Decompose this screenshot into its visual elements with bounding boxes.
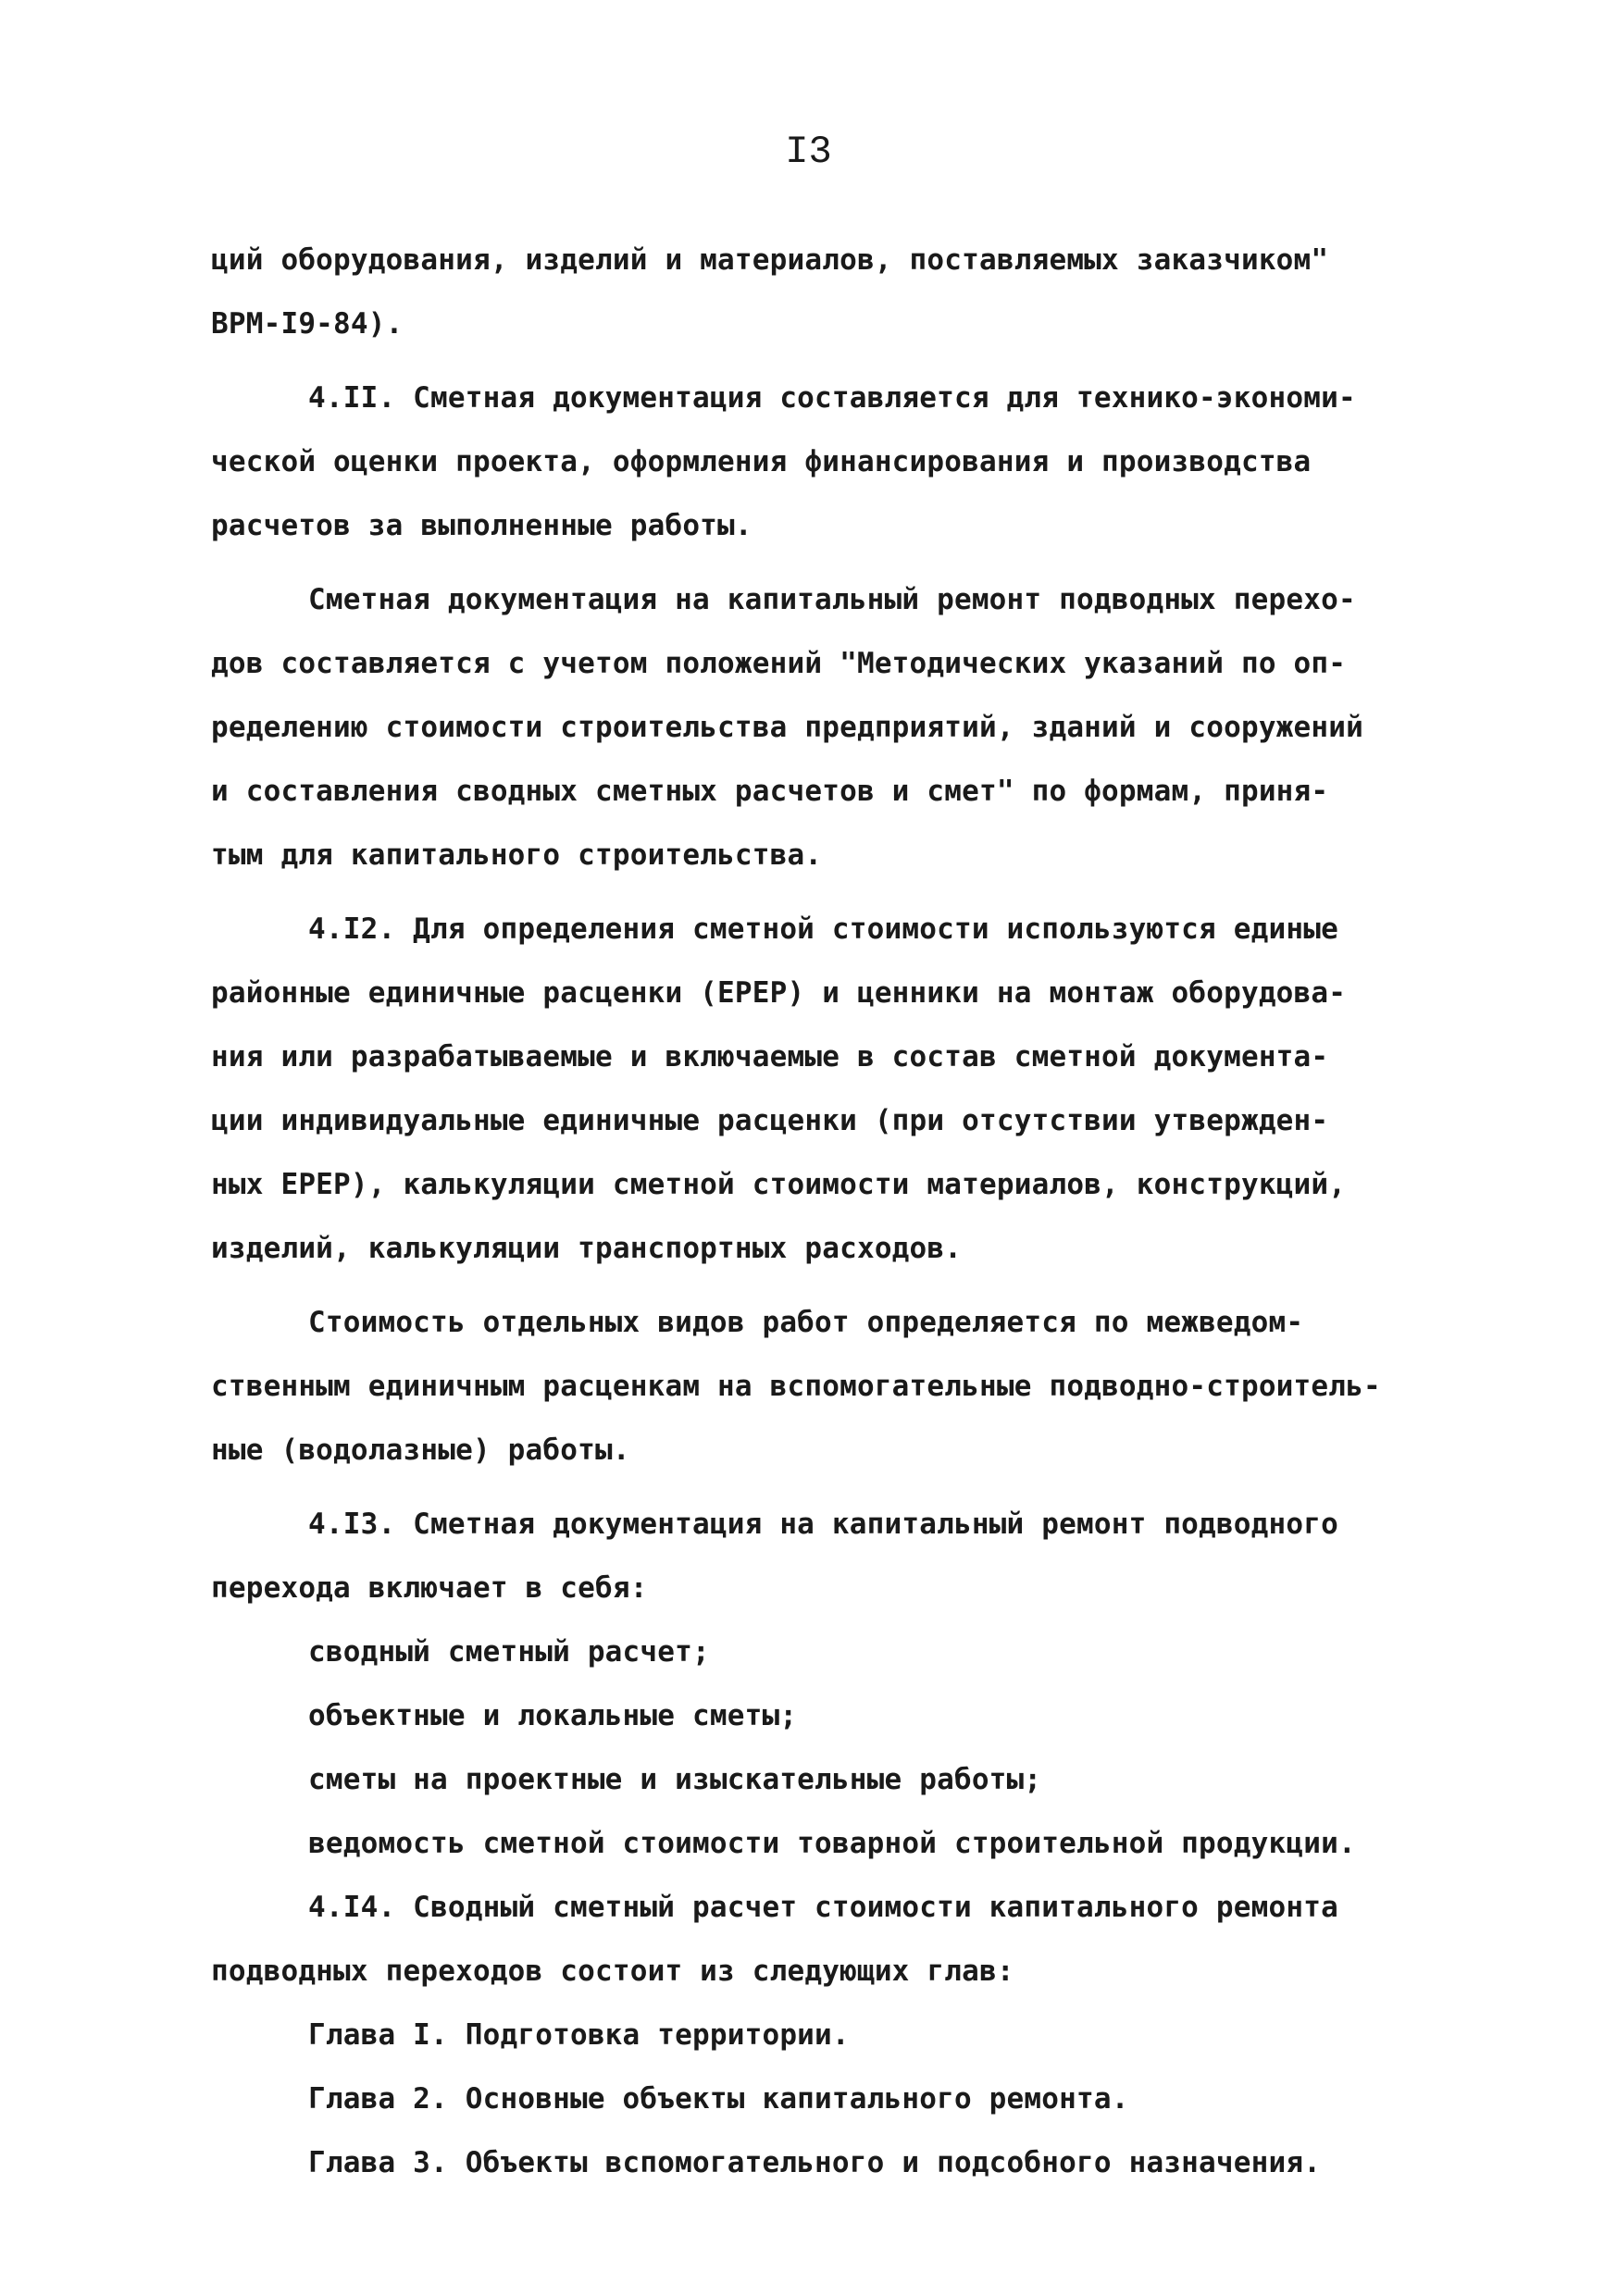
- text-line: ческой оценки проекта, оформления финансирования и производства: [211, 445, 1312, 478]
- text-line: Глава I. Подготовка территории.: [308, 2018, 850, 2052]
- text-line: ВРМ-I9-84).: [211, 307, 404, 341]
- text-line: 4.II. Сметная документация составляется для технико-экономи-: [308, 381, 1356, 415]
- text-line: Глава 2. Основные объекты капитального ремонта.: [308, 2082, 1129, 2116]
- text-line: ственным единичным расценкам на вспомогательные подводно-строитель-: [211, 1370, 1381, 1403]
- text-line: районные единичные расценки (ЕРЕР) и ценники на монтаж оборудова-: [211, 976, 1347, 1010]
- text-line: 4.I3. Сметная документация на капитальный ремонт подводного: [308, 1508, 1338, 1541]
- text-line: перехода включает в себя:: [211, 1571, 648, 1605]
- text-line: расчетов за выполненные работы.: [211, 509, 753, 542]
- text-line: ния или разрабатываемые и включаемые в состав сметной документа-: [211, 1040, 1329, 1074]
- page-number: I3: [785, 130, 832, 174]
- text-line: тым для капитального строительства.: [211, 838, 823, 872]
- text-line: и составления сводных сметных расчетов и смет" по формам, приня-: [211, 775, 1329, 808]
- text-line: ций оборудования, изделий и материалов, поставляемых заказчиком": [211, 243, 1329, 277]
- text-line: Стоимость отдельных видов работ определяется по межведом-: [308, 1306, 1304, 1339]
- text-line: сводный сметный расчет;: [308, 1635, 710, 1669]
- text-line: ределению стоимости строительства предприятий, зданий и сооружений: [211, 711, 1363, 744]
- text-line: объектные и локальные сметы;: [308, 1699, 798, 1732]
- text-line: изделий, калькуляции транспортных расходов.: [211, 1232, 963, 1265]
- text-line: ных ЕРЕР), калькуляции сметной стоимости материалов, конструкций,: [211, 1168, 1347, 1201]
- document-body: [211, 229, 1488, 2195]
- text-line: Глава 3. Объекты вспомогательного и подсобного назначения.: [308, 2146, 1322, 2179]
- text-line: дов составляется с учетом положений "Методических указаний по оп-: [211, 647, 1347, 680]
- text-line: ции индивидуальные единичные расценки (при отсутствии утвержден-: [211, 1104, 1329, 1137]
- text-line: Сметная документация на капитальный ремонт подводных перехо-: [308, 583, 1356, 616]
- text-line: подводных переходов состоит из следующих глав:: [211, 1955, 1014, 1988]
- text-line: ведомость сметной стоимости товарной строительной продукции.: [308, 1827, 1356, 1860]
- text-line: 4.I4. Сводный сметный расчет стоимости капитального ремонта: [308, 1891, 1338, 1924]
- text-line: сметы на проектные и изыскательные работы;: [308, 1763, 1042, 1796]
- text-line: ные (водолазные) работы.: [211, 1433, 630, 1467]
- text-line: 4.I2. Для определения сметной стоимости используются единые: [308, 912, 1338, 946]
